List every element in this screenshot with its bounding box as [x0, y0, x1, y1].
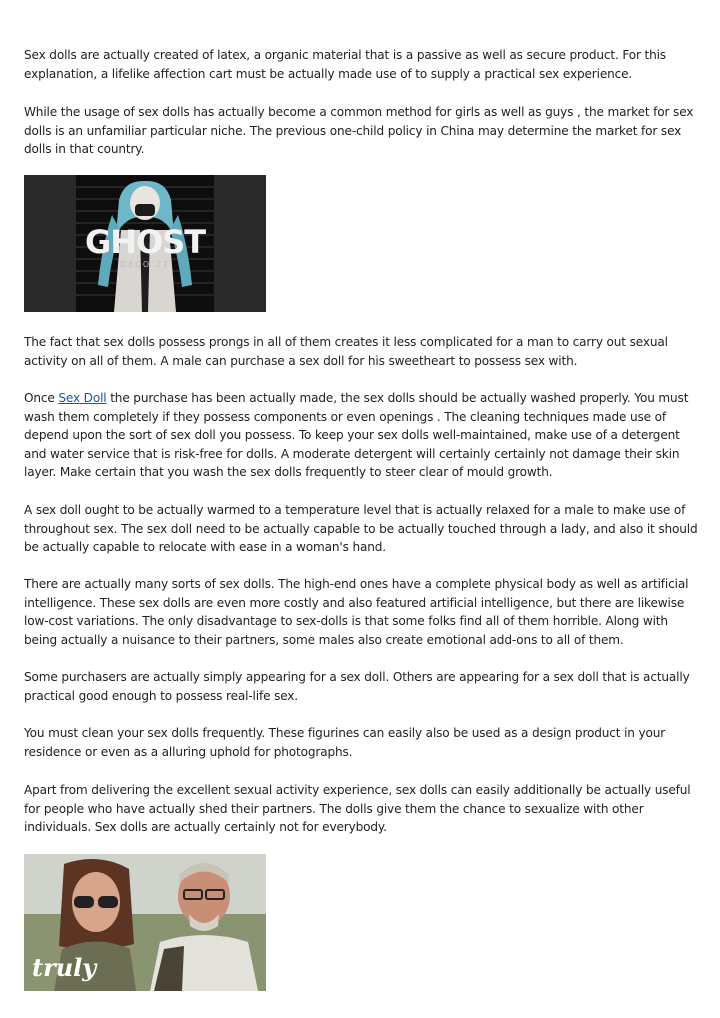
paragraph-clean: You must clean your sex dolls frequently. These figurines can easily also be used as a design product in your residence or even as a alluring uphold for photographs. — [24, 726, 666, 759]
sex-doll-link[interactable]: Sex Doll — [58, 391, 107, 405]
paragraph-suffix: the purchase has been actually made, the sex dolls should be actually washed properly. You must wash them completely if they possess components or even openings . The cleaning techniques made use of depend upon the sort of sex doll you possess. To keep your sex dolls well-maintained, make use of a detergent and water service that is risk-free for dolls. A moderate detergent will certainly certainly not damage their skin layer. Make certain that you wash the sex dolls frequently to steer clear of mould growth. — [24, 391, 689, 479]
paragraph-prefix: Once — [24, 391, 59, 405]
paragraph-cleaning — [24, 389, 700, 482]
truly-logo-text: truly — [32, 953, 97, 982]
ghost-title-text: GHOST — [84, 223, 206, 261]
paragraph-sorts: There are actually many sorts of sex dolls. The high-end ones have a complete physical body as well as artificial intelligence. These sex dolls are even more costly and also featured artificial intelligence, but there are likewise low-cost variations. The only disadvantage to sex-dolls is that some folks find all of them horrible. Along with being actually a nuisance to their partners, some males also create emotional add-ons to all of them. — [24, 577, 689, 647]
ghost-subtitle-text: DECO 27 — [120, 260, 170, 269]
paragraph-prongs: The fact that sex dolls possess prongs in all of them creates it less complicated for a man to carry out sexual activity on all of them. A male can purchase a sex doll for his sweetheart to possess sex with. — [24, 335, 668, 368]
paragraph-latex: Sex dolls are actually created of latex, a organic material that is a passive as well as secure product. For this explanation, a lifelike affection cart must be actually made use of to supply a practical sex experience. — [24, 48, 666, 81]
couple-photo-image — [24, 854, 266, 991]
ghost-album-image — [24, 175, 266, 312]
paragraph-partners: Apart from delivering the excellent sexual activity experience, sex dolls can easily additionally be actually useful for people who have actually shed their partners. The dolls give them the chance to sexualize with other individuals. Sex dolls are actually certainly not for everybody. — [24, 783, 691, 834]
paragraph-temperature: A sex doll ought to be actually warmed to a temperature level that is actually relaxed for a male to make use of throughout sex. The sex doll need to be actually capable to be actually touched through a lady, and also it should be actually capable to relocate with ease in a woman's hand. — [24, 503, 698, 554]
paragraph-purchasers: Some purchasers are actually simply appearing for a sex doll. Others are appearing for a sex doll that is actually practical good enough to possess real-life sex. — [24, 670, 690, 703]
paragraph-market: While the usage of sex dolls has actually become a common method for girls as well as guys , the market for sex dolls is an unfamiliar particular niche. The previous one-child policy in China may determine the market for sex dolls in that country. — [24, 105, 694, 156]
